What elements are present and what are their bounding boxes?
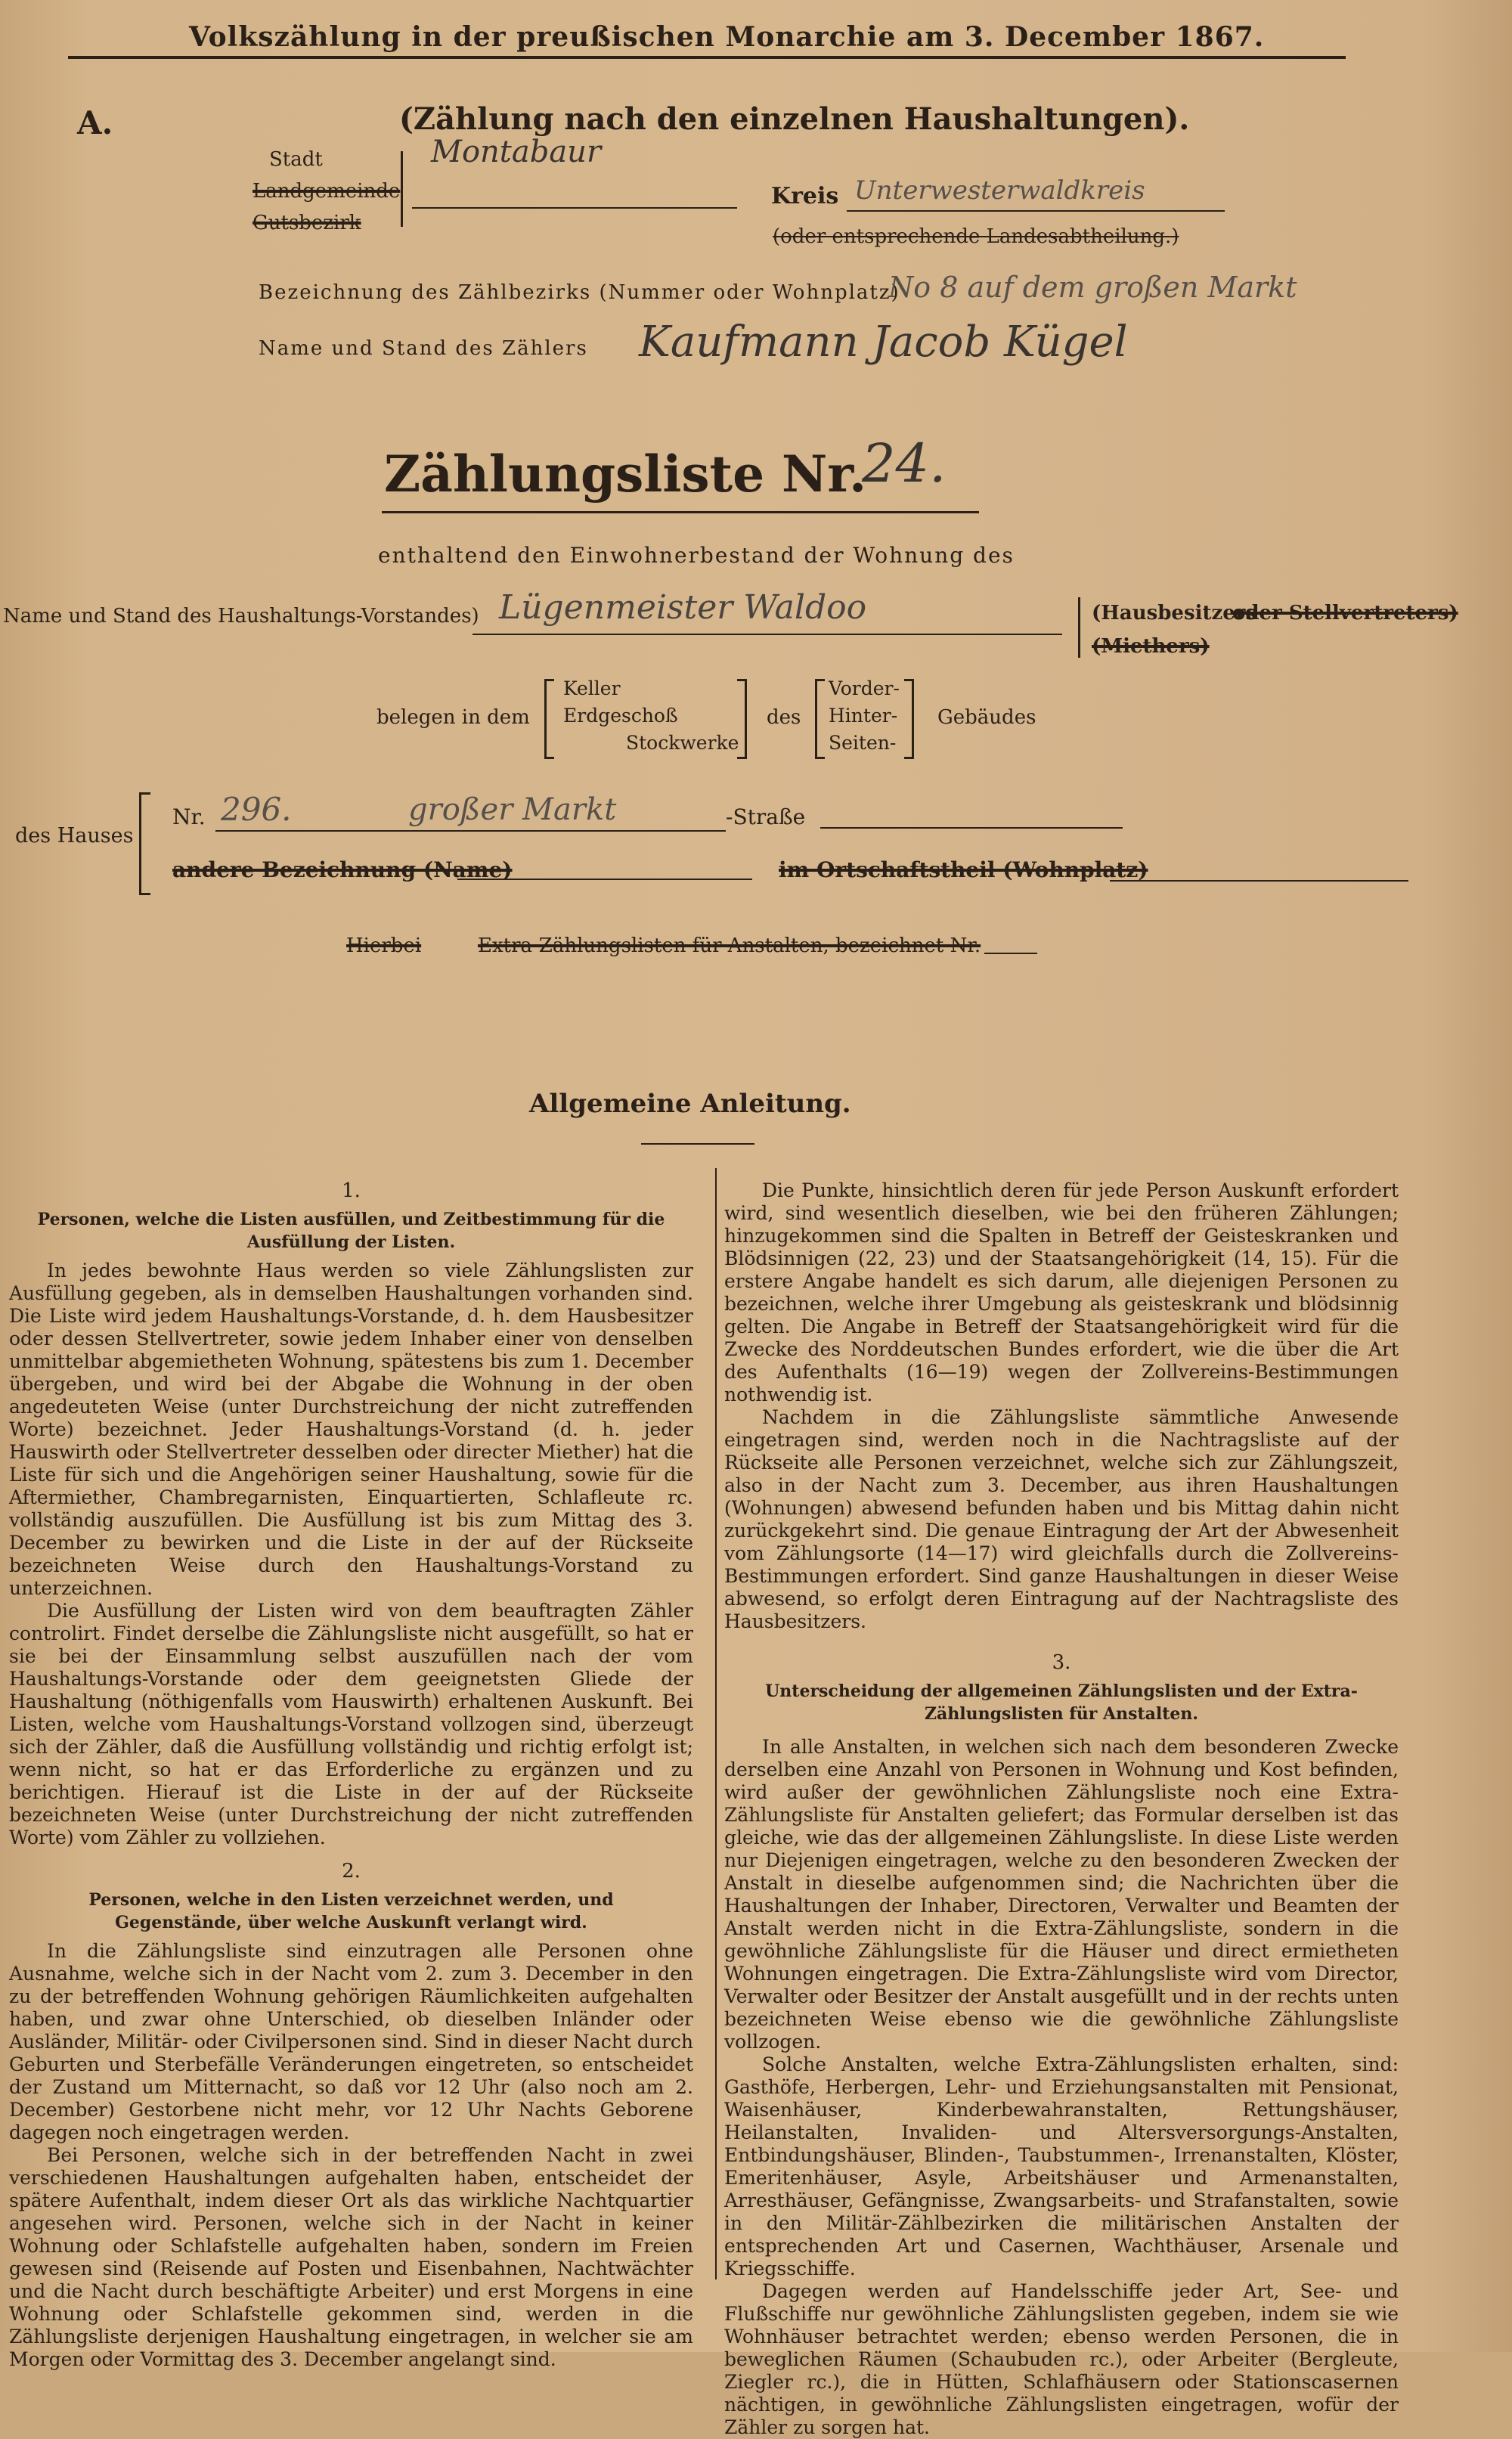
vorstand-value: Lügenmeister Waldoo [499, 588, 867, 627]
anleitung-underline [641, 1143, 754, 1145]
hauses-brace [139, 792, 150, 895]
hausbesitzer-brace [1078, 597, 1089, 658]
title-rule [68, 56, 1346, 59]
gebaeude-brace-right [904, 679, 914, 759]
stockwerke-label: Stockwerke [626, 732, 739, 754]
liste-title-underline [382, 511, 979, 513]
left-column [9, 1179, 693, 2371]
nr-label: Nr. [172, 804, 206, 829]
ortschaftstheil-line [1110, 880, 1408, 882]
section-2-paragraph-2: Bei Personen, welche sich in der betreffenden Nacht in zwei verschiedenen Haushaltungen aufgehalten haben, entscheidet der spätere Aufenthalt, indem dieser Ort als das wirkliche Nachtquartier angesehen wird. Personen, welche sich in der Nacht in keiner Wohnung oder Schlafstelle aufgehalten haben, sondern im Freien gewesen sind (Reisende auf Posten und Eisenbahnen, Nachtwächter und die Nacht durch beschäftigte Arbeiter) und erst Morgens in eine Wohnung oder Schlafstelle gekommen sind, werden in die Zählungsliste derjenigen Haushaltung eingetragen, in welcher sie am Morgen oder Vormittag des 3. December angelangt sind. [9, 2144, 693, 2370]
strasse-label: -Straße [726, 804, 806, 829]
liste-title: Zählungsliste Nr. [384, 445, 867, 504]
stockwerk-brace-left [544, 679, 554, 759]
hausbesitzers-label: (Hausbesitzers [1092, 602, 1257, 624]
section-2-heading: Personen, welche in den Listen verzeichnet werden, und Gegenstände, über welche Auskunft verlangt wird. [88, 1890, 614, 1932]
vorstand-label: Name und Stand des Haushaltungs-Vorstandes) [3, 605, 479, 628]
section-1-paragraph-2: Die Ausfüllung der Listen wird von dem beauftragten Zähler controlirt. Findet derselbe die Zählungsliste nicht ausgefüllt, so hat er sie bei der Einsammlung selbst auszufüllen nach der vom Haushaltungs-Vorstande oder dem geeignetsten Gliede der Haushaltung (nöthigenfalls vom Hauswirth) erhaltenen Auskunft. Bei Listen, welche vom Haushaltungs-Vorstand vollzogen sind, überzeugt sich der Zähler, daß die Ausfüllung vollständig und richtig erfolgt ist; wenn nicht, so hat er das Erforderliche zu ergänzen und zu berichtigen. Hierauf ist die Liste in der auf der Rückseite bezeichneten Weise (unter Durchstreichung der nicht zutreffenden Worte) vom Zähler zu vollziehen. [9, 1600, 693, 1849]
form-letter: A. [77, 104, 113, 141]
section-3-paragraph-2: Solche Anstalten, welche Extra-Zählungslisten erhalten, sind: Gasthöfe, Herbergen, Lehr- und Erziehungsanstalten mit Pensionat, Waisenhäuser, Kinderbewahranstalten, Rettungshäuser, Heilanstalten, Invaliden- und Altersversorgungs-Anstalten, Entbindungshäuser, Blinden-, Taubstummen-, Irrenanstalten, Klöster, Emeritenhäuser, Asyle, Arbeitshäuser und Armenanstalten, Arresthäuser, Gefängnisse, Zwangsarbeits- und Strafanstalten, sowie in den Militär-Zählbezirken die militärischen Anstalten der entsprechenden Art und Casernen, Wachthäuser, Arsenale und Kriegsschiffe. [724, 2053, 1399, 2279]
zaehlbezirk-label: Bezeichnung des Zählbezirks (Nummer oder Wohnplatz) [259, 281, 900, 304]
gebaeude-brace-left [815, 679, 825, 759]
column-divider [715, 1168, 717, 2279]
form-subtitle: (Zählung nach den einzelnen Haushaltungen). [399, 101, 1190, 137]
miethers-label: (Miethers) [1092, 635, 1210, 658]
hierbei-label: Hierbei [346, 934, 422, 957]
form-title: Volkszählung in der preußischen Monarchie am 3. December 1867. [189, 21, 1265, 53]
section-3-number: 3. [1052, 1651, 1071, 1674]
des-label: des [767, 706, 801, 729]
andere-line [457, 879, 752, 880]
right-paragraph-1: Die Punkte, hinsichtlich deren für jede Person Auskunft erfordert wird, sind wesentlich dieselben, wie bei den früheren Zählungen; hinzugekommen sind die Spalten in Betreff der Geisteskranken und Blödsinnigen (22, 23) und der Staatsangehörigkeit (14, 15). Für die erstere Angabe handelt es sich darum, alle diejenigen Personen zu bezeichnen, welche ihrer Umgebung als geisteskrank und blödsinnig gelten. Die Angabe in Betreff der Staatsangehörigkeit wird für die Zwecke des Norddeutschen Bundes erfordert, wie die über die Art des Aufenthalts (16—19) wegen der Zollvereins-Bestimmungen nothwendig ist. [724, 1179, 1399, 1405]
section-2-paragraph-1: In die Zählungsliste sind einzutragen alle Personen ohne Ausnahme, welche sich in der Nacht vom 2. zum 3. December in den zu der betreffenden Wohnung gehörigen Räumlichkeiten aufgehalten haben, und zwar ohne Unterschied, ob dieselben Inländer oder Ausländer, Militär- oder Civilpersonen sind. Sind in dieser Nacht durch Geburten und Sterbefälle Veränderungen eingetreten, so entscheidet der Zustand um Mitternacht, so daß vor 12 Uhr (also noch am 2. December) Gestorbene nicht mehr, vor 12 Uhr Nachts Geborene dagegen noch eingetragen werden. [9, 1940, 693, 2143]
nr-value: 296. [221, 791, 292, 828]
right-column [724, 1179, 1399, 2439]
gebaeudes-label: Gebäudes [937, 706, 1036, 729]
stadt-brace [393, 151, 403, 227]
erdgeschoss-label: Erdgeschoß [563, 705, 678, 727]
landesabtheilung-label: (oder entsprechende Landesabtheilung.) [773, 225, 1179, 248]
section-1-number: 1. [342, 1179, 361, 1202]
zaehler-value: Kaufmann Jacob Kügel [639, 318, 1128, 367]
andere-bezeichnung-label: andere Bezeichnung (Name) [172, 857, 513, 882]
vorder-label: Vorder- [829, 677, 900, 699]
extra-line [984, 953, 1037, 954]
belegen-label: belegen in dem [376, 706, 530, 729]
strasse-value: großer Markt [408, 792, 617, 827]
right-paragraph-2: Nachdem in die Zählungsliste sämmtliche Anwesende eingetragen sind, werden noch in die Nachtragsliste auf der Rückseite alle Personen verzeichnet, welche sich zur Zählungszeit, also in der Nacht zum 3. December, aus ihren Haushaltungen (Wohnungen) abwesend befunden haben und bis Mittag dahin nicht zurückgekehrt sind. Die genaue Eintragung der Art der Abwesenheit vom Zählungsorte (14—17) wird gleichfalls durch die Zollvereins-Bestimmungen erfordert. Sind ganze Haushaltungen in dieser Weise abwesend, so erfolgt deren Eintragung auf der Nachtragsliste des Hausbesitzers. [724, 1406, 1399, 1632]
zaehlbezirk-value: No 8 auf dem großen Markt [888, 271, 1297, 304]
ortschaftstheil-label: im Ortschaftstheil (Wohnplatz) [779, 857, 1148, 882]
keller-label: Keller [563, 677, 621, 699]
vorstand-line [472, 634, 1062, 635]
kreis-label: Kreis [771, 183, 839, 209]
section-1-heading: Personen, welche die Listen ausfüllen, und Zeitbestimmung für die Ausfüllung der Listen. [37, 1210, 665, 1252]
stellvertreters-label: oder Stellvertreters) [1232, 602, 1458, 624]
section-3-paragraph-1: In alle Anstalten, in welchen sich nach dem besonderen Zwecke derselben eine Anzahl von Personen in Wohnung und Kost befinden, wird außer der gewöhnlichen Zählungsliste noch eine Extra-Zählungsliste für Anstalten geliefert; das Formular derselben ist das gleiche, wie das der allgemeinen Zählungsliste. In diese Liste werden nur Diejenigen eingetragen, welche zu den besonderen Zwecken der Anstalt in dieselbe aufgenommen sind; die Nachrichten über die Haushaltungen der Inhaber, Directoren, Verwalter und Beamten der Anstalt werden nicht in die Extra-Zählungsliste, sondern in die gewöhnliche Zählungsliste für die Häuser und direct ermietheten Wohnungen eingetragen. Die Extra-Zählungsliste wird vom Director, Verwalter oder Besitzer der Anstalt ausgefüllt und in der rechts unten bezeichneten Weise ebenso wie die gewöhnliche Zählungsliste vollzogen. [724, 1736, 1399, 2053]
kreis-line [847, 210, 1225, 212]
seiten-label: Seiten- [829, 732, 897, 754]
stadt-value: Montabaur [431, 135, 602, 169]
section-3-paragraph-3: Dagegen werden auf Handelsschiffe jeder Art, See- und Flußschiffe nur gewöhnliche Zählungslisten gegeben, indem sie wie Wohnhäuser betrachtet werden; ebenso werden Personen, die in beweglichen Räumen (Schaubuden rc.), oder Arbeiter (Bergleute, Ziegler rc.), die in Hütten, Schlafhäusern oder Stationscasernen nächtigen, in gewöhnliche Zählungslisten eingetragen, wofür der Zähler zu sorgen hat. [724, 2280, 1399, 2438]
hinter-label: Hinter- [829, 705, 898, 727]
nr-line [215, 830, 726, 832]
kreis-value: Unterwesterwaldkreis [854, 175, 1145, 206]
strasse-line [820, 827, 1123, 829]
gutsbezirk-label: Gutsbezirk [253, 212, 361, 234]
section-2-number: 2. [342, 1860, 361, 1883]
enthaltend-label: enthaltend den Einwohnerbestand der Wohnung des [378, 543, 1015, 568]
stockwerk-brace-right [737, 679, 747, 759]
anleitung-title: Allgemeine Anleitung. [529, 1089, 851, 1119]
liste-number: 24. [862, 432, 947, 494]
stadt-label: Stadt [269, 148, 323, 171]
zaehler-label: Name und Stand des Zählers [259, 337, 588, 360]
landgemeinde-label: Landgemeinde [253, 180, 401, 203]
section-1-paragraph-1: In jedes bewohnte Haus werden so viele Zählungslisten zur Ausfüllung gegeben, als in demselben Haushaltungen vorhanden sind. Die Liste wird jedem Haushaltungs-Vorstande, d. h. dem Hausbesitzer oder dessen Stellvertreter, sowie jedem Inhaber einer von denselben unmittelbar abgemietheten Wohnung, spätestens bis zum 1. December übergeben, und wird bei der Abgabe die Wohnung in der oben angedeuteten Weise (unter Durchstreichung der nicht zutreffenden Worte) bezeichnet. Jeder Haushaltungs-Vorstand (d. h. jeder Hauswirth oder Stellvertreter desselben oder directer Miether) hat die Liste für sich und die Angehörigen seiner Haushaltung, sowie für die Aftermiether, Chambregarnisten, Einquartierten, Schlafleute rc. vollständig auszufüllen. Die Ausfüllung ist bis zum Mittag des 3. December zu bewirken und die Liste in der auf der Rückseite bezeichneten Weise durch den Haushaltungs-Vorstand zu unterzeichnen. [9, 1260, 693, 1599]
section-3-heading: Unterscheidung der allgemeinen Zählungslisten und der Extra-Zählungslisten für Anstalten. [765, 1681, 1358, 1724]
extra-listen-label: Extra-Zählungslisten für Anstalten, bezeichnet Nr. [478, 934, 981, 957]
des-hauses-label: des Hauses [15, 824, 134, 848]
stadt-line [412, 207, 737, 209]
